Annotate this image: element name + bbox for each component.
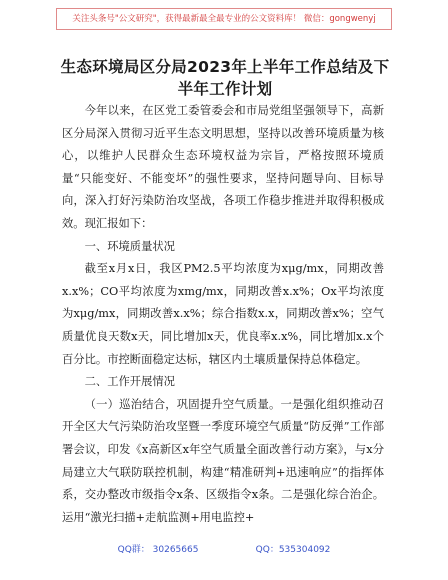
section-heading-work: 二、工作开展情况 bbox=[84, 375, 175, 389]
environment-paragraph: 截至x月x日，我区PM2.5平均浓度为xμg/mx，同期改善x.x%；CO平均浓度为xmg/mx，同期改善x.x%；Ox平均浓度为xμg/mx，同期改善x.x%；综合指数x.x，同期改善x%；空气质量优良天数x天，同比增加x天，优良率x.x%，同比增加x.x个百分比。市控断面稳定达标，辖区内土壤质量保持总体稳定。 bbox=[62, 262, 384, 366]
footer-contact: QQ群： 30265665 QQ：535304092 bbox=[117, 545, 331, 555]
intro-paragraph: 今年以来，在区党工委管委会和市局党组坚强领导下，高新区分局深入贯彻习近平生态文明思想，坚持以改善环境质量为核心，以维护人民群众生态环境权益为宗旨，严格按照环境质量“只能变好、不能变坏”的强性要求，坚持问题导向、目标导向，深入打好污染防治攻坚战，各项工作稳步推进并取得积极成效。现汇报如下： bbox=[62, 104, 384, 230]
section-heading-environment: 一、环境质量状况 bbox=[84, 239, 175, 253]
document-title: 生态环境局区分局2023年上半年工作总结及下半年工作计划 bbox=[60, 58, 390, 98]
work-paragraph: （一）巡治结合，巩固提升空气质量。一是强化组织推动召开全区大气污染防治攻坚暨一季度环境空气质量“防反弹”工作部署会议，印发《x高新区x年空气质量全面改善行动方案》，与x分局建立大气联防联控机制，构建“精准研判+迅速响应”的指挥体系，交办整改市级指令x条、区级指令x条。二是强化综合治企。运用“激光扫描+走航监测+用电监控+ bbox=[62, 397, 384, 524]
document-body bbox=[62, 100, 384, 529]
header-banner: 关注头条号"公文研究"，获得最新最全最专业的公文资料库！ 微信：gongwenyj bbox=[56, 8, 392, 30]
